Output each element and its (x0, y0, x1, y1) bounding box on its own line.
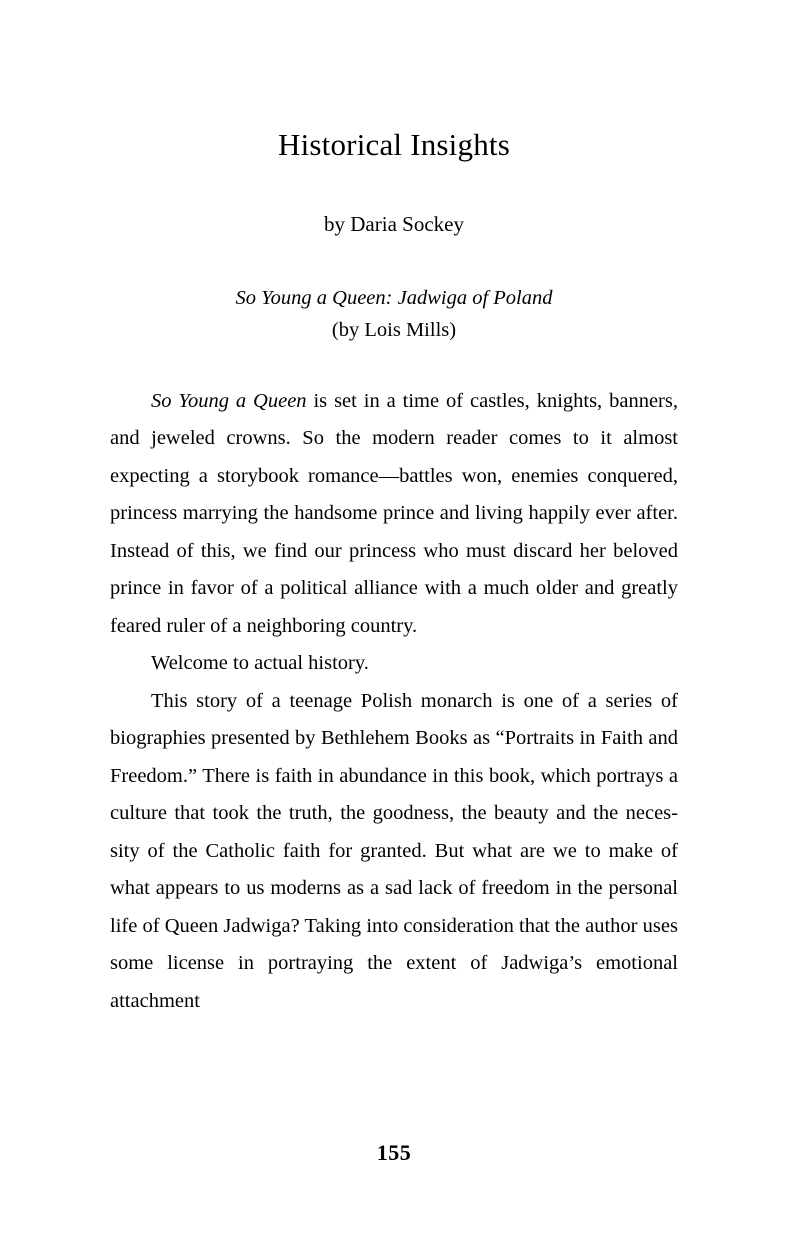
paragraph (110, 645, 678, 683)
article-body (110, 383, 678, 1021)
paragraph (110, 383, 678, 646)
reviewed-book-author: (by Lois Mills) (331, 319, 457, 342)
page-number: 155 (376, 1140, 412, 1165)
paragraph-text: is set in a time of castles, knights, banners, and jeweled crowns. So the modern reader comes to it almost expecting a storybook romance—battles won, enemies conquered, princess marrying the handsome prince and living happily ever after. Instead of this, we find our princess who must discard her beloved prince in favor of a political alliance with a much older and greatly feared ruler of a neighboring country. (110, 389, 678, 637)
paragraph-text: Welcome to actual history. (151, 652, 369, 675)
paragraph (110, 683, 678, 1021)
author-byline: by Daria Sockey (324, 212, 464, 237)
reviewed-book-heading (110, 285, 678, 344)
paragraph-text: This story of a teenage Polish monarch is one of a series of biographies presented by Bethlehem Books as “Portraits in Faith and Freedom.” There is faith in abundance in this book, which portrays a culture that took the truth, the goodness, the beauty and the neces-sity of the Catholic faith for granted. But what are we to make of what appears to us moderns as a sad lack of freedom in the personal life of Queen Jadwiga? Taking into consideration that the author uses some license in portraying the extent of Jadwiga’s emotional attachment (110, 689, 678, 1012)
paragraph-lead-italic: So Young a Queen (151, 389, 307, 412)
reviewed-book-title: So Young a Queen: Jadwiga of Poland (235, 287, 553, 310)
page-title: Historical Insights (278, 127, 510, 162)
